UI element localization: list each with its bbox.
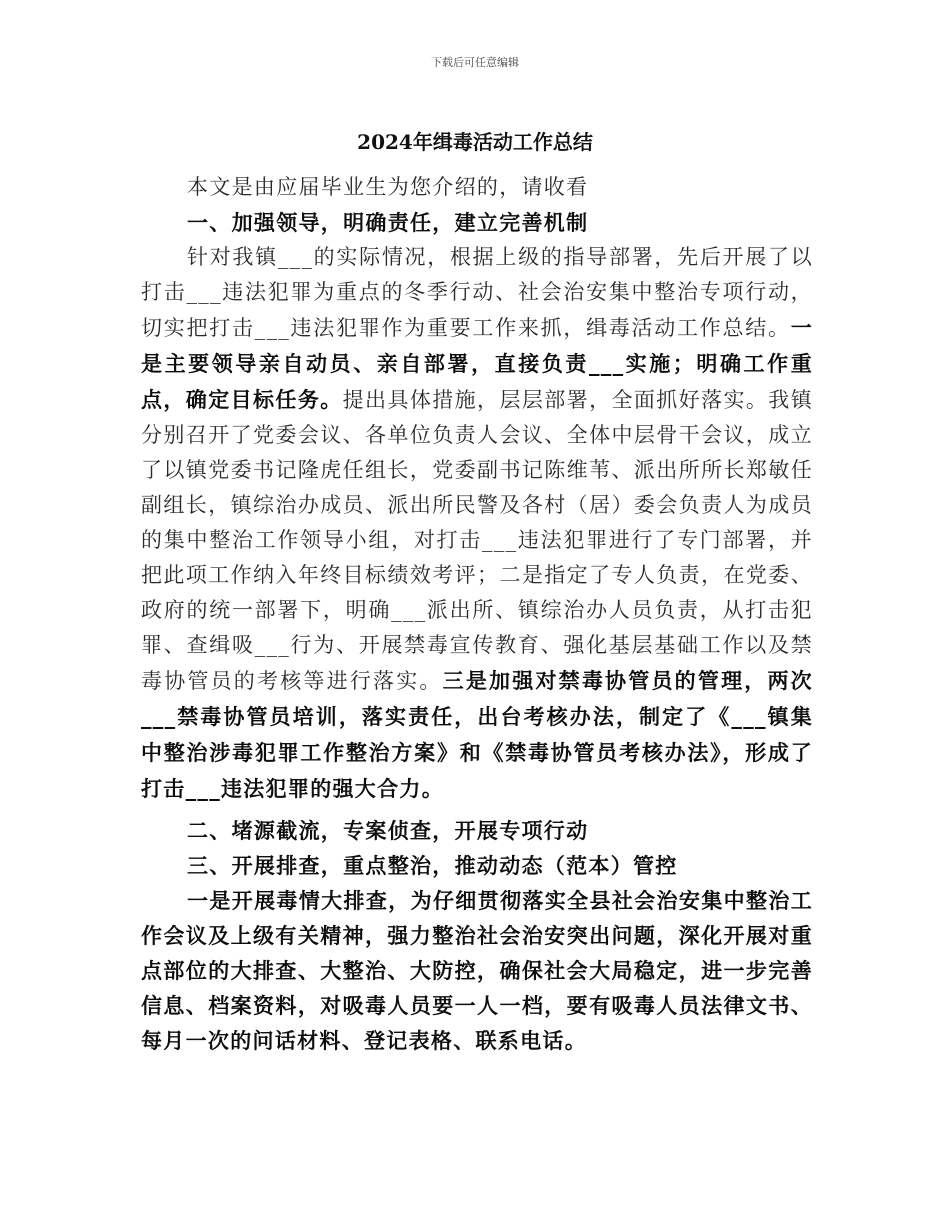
document-body bbox=[141, 170, 813, 1058]
section-3-paragraph: 一是开展毒情大排查，为仔细贯彻落实全县社会治安集中整治工作会议及上级有关精神，强力整治社会治安突出问题，深化开展对重点部位的大排查、大整治、大防控，确保社会大局稳定，进一步完善信息、档案资料，对吸毒人员要一人一档，要有吸毒人员法律文书、每月一次的问话材料、登记表格、联系电话。 bbox=[141, 888, 813, 1053]
section-1-text-b: 一是主要领导亲自动员、亲自部署，直接负责___实施；明确工作重点，确定目标任务。 bbox=[141, 315, 813, 412]
section-1-heading: 一、加强领导，明确责任，建立完善机制 bbox=[187, 210, 589, 235]
section-1-text-a: 针对我镇___的实际情况，根据上级的指导部署，先后开展了以打击___违法犯罪为重点的冬季行动、社会治安集中整治专项行动，切实把打击___违法犯罪作为重要工作来抓，缉毒活动工作总结。 bbox=[141, 245, 813, 340]
section-3-heading: 三、开展排查，重点整治，推动动态（范本）管控 bbox=[187, 853, 678, 878]
page-header-note: 下载后可任意编辑 bbox=[431, 56, 519, 69]
document-title: 2024年缉毒活动工作总结 bbox=[357, 130, 593, 154]
section-1-paragraph bbox=[141, 240, 813, 807]
section-2-heading: 二、堵源截流，专案侦查，开展专项行动 bbox=[187, 818, 589, 843]
section-1-text-c: 提出具体措施，层层部署，全面抓好落实。我镇分别召开了党委会议、各单位负责人会议、全体中层骨干会议，成立了以镇党委书记隆虎任组长，党委副书记陈维苇、派出所所长郑敏任副组长，镇综治办成员、派出所民警及各村（居）委会负责人为成员的集中整治工作领导小组，对打击___违法犯罪进行了专门部署，并把此项工作纳入年终目标绩效考评；二是指定了专人负责，在党委、政府的统一部署下，明确___派出所、镇综治办人员负责，从打击犯罪、查缉吸___行为、开展禁毒宣传教育、强化基层基础工作以及禁毒协管员的考核等进行落实。 bbox=[141, 388, 813, 693]
intro-paragraph: 本文是由应届毕业生为您介绍的，请收看 bbox=[187, 175, 589, 199]
section-1-text-d: 三是加强对禁毒协管员的管理，两次___禁毒协管员培训，落实责任，出台考核办法，制定了《___镇集中整治涉毒犯罪工作整治方案》和《禁毒协管员考核办法》，形成了打击___违法犯罪的强大合力。 bbox=[141, 668, 813, 801]
